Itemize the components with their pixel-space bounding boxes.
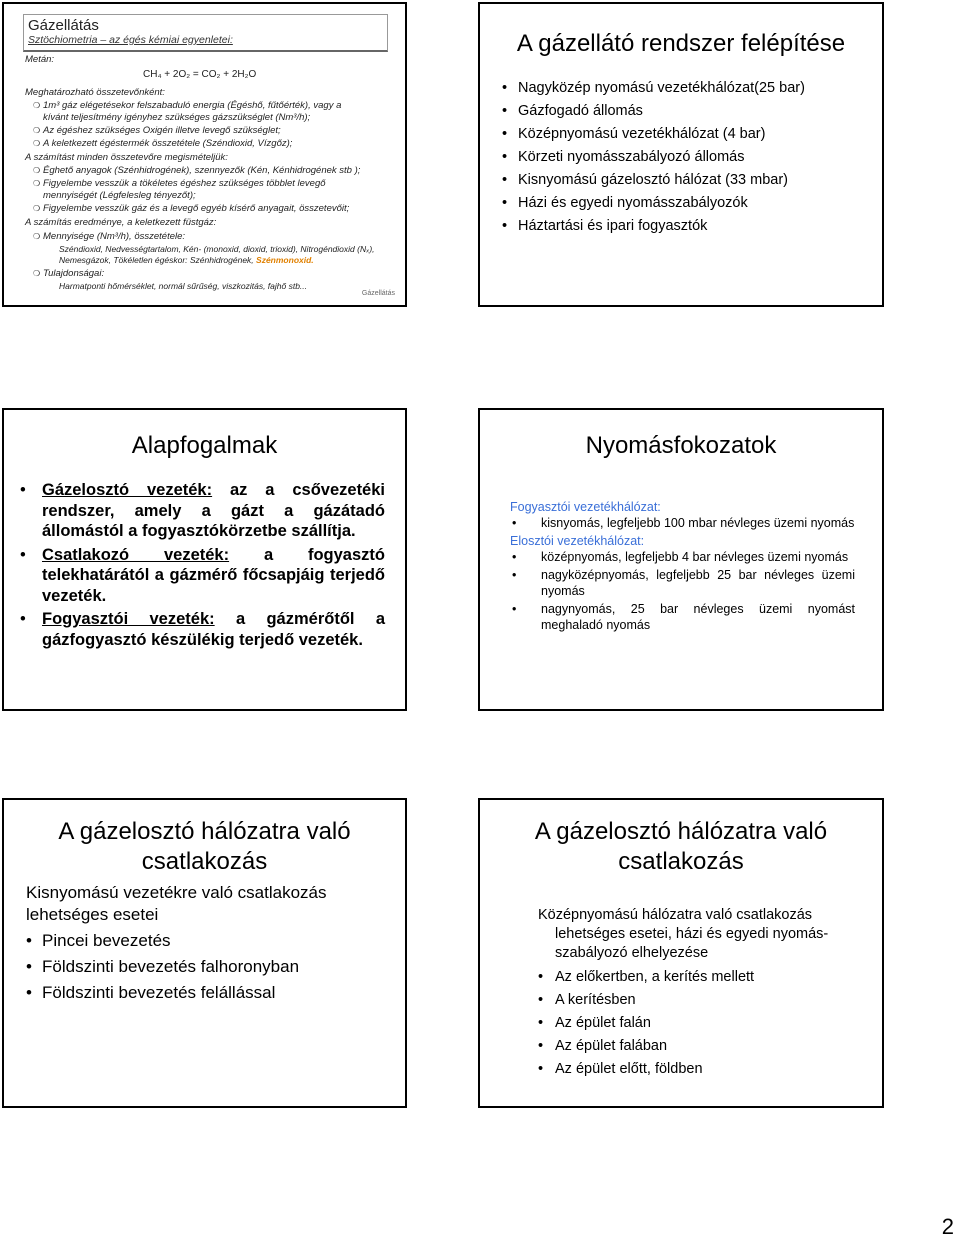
text-line [33,100,341,111]
list-item [510,549,855,565]
intro-line: Középnyomású hálózatra való csatlakozás [538,907,813,923]
list-item [510,567,855,599]
intro-line: lehetséges esetei, házi és egyedi nyomás- [555,926,829,942]
list-item-text: Gázfogadó állomás [518,103,643,119]
text-line-content: CH₄ + 2O₂ = CO₂ + 2H₂O [143,69,257,80]
text-line-content: A számítást minden összetevőre megismételjük: [25,152,228,163]
list-item-text: Nagyközép nyomású vezetékhálózat(25 bar) [518,80,805,96]
list-item-text: középnyomás, legfeljebb 4 bar névleges üzemi nyomás [541,550,849,564]
text-line-content: 1m³ gáz elégetésekor felszabaduló energia (Égéshő, fűtőérték), vagy a [43,100,342,111]
slide-title-line: csatlakozás [141,848,268,875]
list-item [502,172,805,195]
text-line-content: Nemesgázok, Tökéletlen égéskor: Szénhidrogének, [59,255,254,265]
definition-list [20,480,385,653]
list-item-text: Az épület falában [555,1038,668,1054]
definition-item [20,480,385,542]
bullet-icon: • [502,80,508,96]
slide-title: Nyomásfokozatok [585,432,777,459]
list-item [538,968,858,991]
bullet-icon: • [502,195,508,211]
definition-text: a fogyasztó telekhatárától a gázmérő főcsapjáig terjedő vezeték. [42,545,385,605]
bullet-icon: ❍ [33,166,41,175]
list-item-text: Földszinti bevezetés felállással [42,983,276,1002]
text-line [143,69,256,80]
pressure-levels [510,499,855,635]
slide-title-box [23,14,388,52]
slide-csatlakozas-kozepnyomasu [478,798,884,1108]
text-line-content: Éghető anyagok (Szénhidrogének), szennyezők (Kén, Kénhidrogének stb ); [43,165,361,176]
text-line [33,138,292,149]
bullet-icon: • [538,992,544,1008]
slide-title-line: A gázelosztó hálózatra való [58,818,351,845]
bullet-icon: • [26,983,32,1002]
list-item-text: Az épület előtt, földben [555,1061,703,1077]
text-line-content: A keletkezett égéstermék összetétele (Széndioxid, Vízgőz); [43,138,293,149]
bullet-icon: • [538,1015,544,1031]
text-line [33,112,310,123]
list-item [502,218,805,241]
bullet-icon: • [512,602,517,616]
bullet-icon: • [20,545,26,564]
list-item-text: Az épület falán [555,1015,651,1031]
bullet-icon: ❍ [33,101,41,110]
bullet-icon: ❍ [33,269,41,278]
bullet-icon: ❍ [33,179,41,188]
bullet-icon: • [502,218,508,234]
bullet-icon: • [512,516,517,530]
bullet-icon: ❍ [33,139,41,148]
slide-gazellatas [2,2,407,307]
list-item [502,103,805,126]
intro-text [26,882,396,926]
text-line-content: Tulajdonságai: [43,268,105,279]
text-line-content: Meghatározható összetevőnként: [25,87,165,98]
text-line-content: Mennyisége (Nm³/h), összetétele: [43,231,186,242]
bullet-icon: • [502,172,508,188]
slide-title: A gázellátó rendszer felépítése [516,30,846,57]
slide-title [480,817,882,877]
text-line [59,281,307,291]
text-line [33,268,104,279]
bullet-icon: • [538,1061,544,1077]
list-item-text: nagyközépnyomás, legfeljebb 25 bar névleges üzemi nyomás [541,568,855,598]
text-line [33,125,281,136]
bullet-icon: ❍ [33,232,41,241]
bullet-icon: • [502,103,508,119]
list-item [538,1037,858,1060]
bullet-icon: • [20,610,26,628]
text-line [33,203,349,214]
list-item [538,1014,858,1037]
list-item-text: Földszinti bevezetés falhoronyban [42,957,300,976]
bullet-icon: ❍ [33,126,41,135]
bullet-icon: • [538,1038,544,1054]
text-line-content: Széndioxid, Nedvességtartalom, Kén- (monoxid, dioxid, trioxid), Nitrogéndioxid (Nₓ), [59,244,375,254]
text-line [25,87,165,98]
text-line [33,178,326,189]
text-line [25,54,54,65]
definition-text: az a csővezetéki rendszer, amely a gázt a gázátadó állomástól a fogyasztókörzetbe szállítja. [42,481,385,540]
section-heading: Elosztói vezetékhálózat: [510,534,645,548]
list-item [26,982,396,1008]
bullet-icon: • [512,550,517,564]
bullet-list [502,80,805,241]
slide-csatlakozas-kisnyomasu [2,798,407,1108]
text-line-content: Figyelembe vesszük a tökéletes égéshez szükséges többlet levegő [43,178,326,189]
list-item-text: Középnyomású vezetékhálózat (4 bar) [518,126,766,142]
list-item [538,991,858,1014]
list-item-text: Házi és egyedi nyomásszabályozók [518,195,748,211]
definition-text: a gázmérőtől a gázfogyasztó készülékig terjedő vezeték. [42,610,385,649]
bullet-icon: • [20,481,26,499]
text-line [33,231,185,242]
list-item [538,1060,858,1083]
intro-text [538,906,858,963]
text-line [25,152,228,163]
bullet-icon: • [512,568,517,582]
text-line-content: Metán: [25,54,55,65]
section-heading: Fogyasztói vezetékhálózat: [510,500,661,514]
text-line-content: mennyiségét (Légfelesleg tényezőt); [43,190,196,201]
list-item [510,601,855,633]
intro-line: Kisnyomású vezetékre való csatlakozás [26,883,327,902]
intro-line: lehetséges esetei [26,905,159,924]
text-line-content: Harmatponti hőmérséklet, normál sűrűség, viszkozitás, fajhő stb... [59,281,308,291]
text-line-content: Figyelembe vesszük gáz és a levegő egyéb kísérő anyagait, összetevőit; [43,203,350,214]
slide-body [538,906,858,1083]
slide-title-line: csatlakozás [618,848,744,875]
bullet-icon: • [26,931,32,950]
slide-body [26,882,396,1008]
slide-title-line: A gázelosztó hálózatra való [534,818,828,845]
slide-gazellato-rendszer [478,2,884,307]
slide-title: Gázellátás [28,17,99,34]
text-line [25,217,216,228]
definition-item [20,545,385,607]
list-item [26,956,396,982]
list-item-text: Kisnyomású gázelosztó hálózat (33 mbar) [518,172,788,188]
text-line [59,244,375,254]
bullet-icon: ❍ [33,204,41,213]
page-number: 2 [941,1214,954,1239]
bullet-icon: • [502,149,508,165]
intro-line: szabályozó elhelyezése [555,945,709,961]
slide-title: Alapfogalmak [131,432,278,459]
definition-item [20,609,385,650]
text-line [33,190,196,201]
bullet-icon: • [502,126,508,142]
text-line-content: kívánt teljesítmény igényhez szükséges gázszükséglet (Nm³/h); [43,112,311,123]
highlighted-text: Szénmonoxid. [253,255,314,265]
list-item-text: Az előkertben, a kerítés mellett [555,969,755,985]
bullet-icon: • [538,969,544,985]
list-item-text: kisnyomás, legfeljebb 100 mbar névleges üzemi nyomás [541,516,855,530]
list-item-text: A kerítésben [555,992,636,1008]
list-item-text: nagynyomás, 25 bar névleges üzemi nyomást meghaladó nyomás [541,602,855,632]
list-item [502,195,805,218]
bullet-icon: • [26,957,32,976]
text-line [59,255,314,265]
list-item [502,149,805,172]
list-item [510,515,855,531]
text-line-content: A számítás eredménye, a keletkezett füstgáz: [25,217,217,228]
list-item-text: Körzeti nyomásszabályozó állomás [518,149,745,165]
definition-term: Fogyasztói vezeték: [42,610,215,628]
text-line [33,165,360,176]
list-item-text: Pincei bevezetés [42,931,171,950]
list-item [502,80,805,103]
slide-title [4,817,405,877]
slide-subtitle: Sztöchiometria – az égés kémiai egyenletei: [28,34,233,46]
slide-nyomasfokozatok [478,408,884,711]
definition-term: Csatlakozó vezeték: [42,545,230,564]
slide-alapfogalmak [2,408,407,711]
list-item [502,126,805,149]
list-item-text: Háztartási és ipari fogyasztók [518,218,708,234]
slide-footer: Gázellátás [361,290,395,297]
list-item [26,930,396,956]
text-line-content: Az égéshez szükséges Oxigén illetve levegő szükséglet; [43,125,281,136]
definition-term: Gázelosztó vezeték: [42,481,213,499]
